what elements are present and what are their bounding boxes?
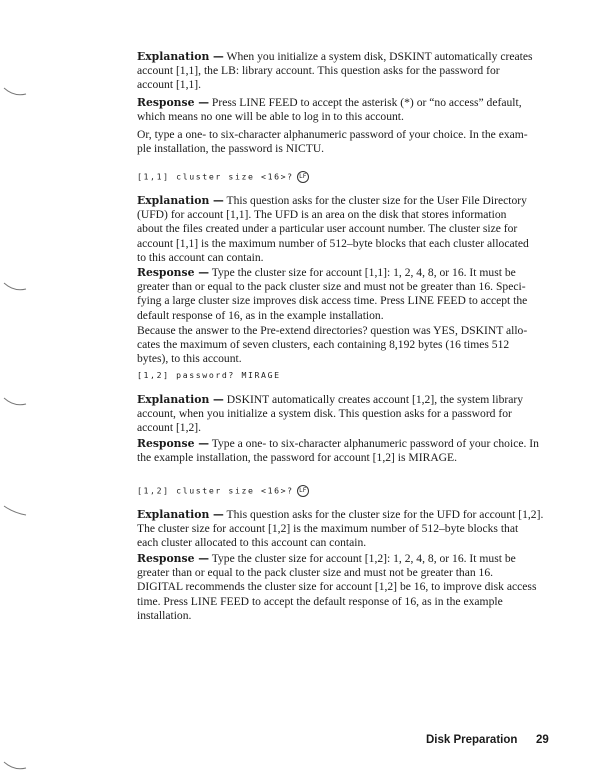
line-text: default response of 16, as in the example installation. bbox=[137, 308, 384, 322]
terminal-prompt bbox=[137, 171, 309, 183]
line-feed-key-icon: LF bbox=[297, 171, 309, 183]
paragraph bbox=[137, 96, 522, 124]
line-text: Because the answer to the Pre-extend directories? question was YES, DSKINT allo- bbox=[137, 324, 528, 337]
paragraph bbox=[137, 194, 529, 265]
text-line bbox=[137, 552, 536, 566]
line-text: the example installation, the password for account [1,2] is MIRAGE. bbox=[137, 451, 458, 465]
text-line bbox=[137, 309, 527, 323]
line-text: ple installation, the password is NICTU. bbox=[137, 142, 325, 156]
paragraph-label: Explanation — bbox=[137, 194, 224, 207]
margin-mark bbox=[0, 759, 30, 773]
text-line bbox=[137, 96, 522, 110]
line-text: Type the cluster size for account [1,1]: 1, 2, 4, 8, or 16. It must be bbox=[209, 266, 516, 279]
text-line bbox=[137, 64, 533, 78]
text-line bbox=[137, 110, 522, 124]
text-line bbox=[137, 566, 536, 580]
line-text: greater than or equal to the pack cluster size and must not be greater than 16. bbox=[137, 566, 494, 580]
text-line bbox=[137, 50, 533, 64]
text-line bbox=[137, 580, 536, 594]
line-text: about the files created under a particular user account number. The cluster size for bbox=[137, 222, 518, 236]
text-line bbox=[137, 393, 523, 407]
text-line bbox=[137, 522, 543, 536]
text-line bbox=[137, 237, 529, 251]
prompt-text: [1,2] password? MIRAGE bbox=[137, 370, 281, 380]
text-line bbox=[137, 437, 539, 451]
line-text: installation. bbox=[137, 608, 192, 622]
paragraph bbox=[137, 393, 523, 436]
paragraph bbox=[137, 508, 543, 551]
prompt-text: [1,1] cluster size <16>? bbox=[137, 171, 294, 182]
line-text: account, when you initialize a system disk. This question asks for a password for bbox=[137, 407, 512, 421]
text-line bbox=[137, 222, 529, 236]
margin-mark bbox=[0, 503, 30, 517]
paragraph-label: Explanation — bbox=[137, 393, 224, 406]
line-text: account [1,2]. bbox=[137, 421, 202, 435]
paragraph bbox=[137, 324, 527, 367]
text-line bbox=[137, 266, 527, 280]
text-line bbox=[137, 294, 527, 308]
line-text: account [1,1]. bbox=[137, 78, 202, 92]
line-text: Or, type a one- to six-character alphanumeric password of your choice. In the exam- bbox=[137, 128, 528, 141]
text-line bbox=[137, 208, 529, 222]
paragraph bbox=[137, 50, 533, 93]
line-text: Type the cluster size for account [1,2]: 1, 2, 4, 8, or 16. It must be bbox=[209, 552, 516, 565]
line-text: fying a large cluster size improves disk access time. Press LINE FEED to accept the bbox=[137, 294, 528, 308]
text-line bbox=[137, 128, 528, 142]
text-line bbox=[137, 609, 536, 623]
paragraph-label: Explanation — bbox=[137, 50, 224, 63]
margin-mark bbox=[0, 85, 30, 99]
text-line bbox=[137, 352, 527, 366]
line-text: cates the maximum of seven clusters, each containing 8,192 bytes (16 times 512 bbox=[137, 338, 510, 352]
text-line bbox=[137, 508, 543, 522]
line-text: to this account can contain. bbox=[137, 250, 264, 264]
footer-section-title: Disk Preparation bbox=[426, 734, 518, 746]
line-text: account [1,1], the LB: library account. This question asks for the password for bbox=[137, 64, 500, 78]
terminal-prompt bbox=[137, 485, 309, 497]
page-number: 29 bbox=[536, 734, 549, 746]
paragraph bbox=[137, 266, 527, 323]
text-line bbox=[137, 142, 528, 156]
line-text: time. Press LINE FEED to accept the default response of 16, as in the example bbox=[137, 594, 503, 608]
line-text: which means no one will be able to log in to this account. bbox=[137, 110, 404, 124]
text-line bbox=[137, 194, 529, 208]
margin-mark bbox=[0, 280, 30, 294]
text-line bbox=[137, 251, 529, 265]
paragraph-label: Explanation — bbox=[137, 508, 224, 521]
text-line bbox=[137, 280, 527, 294]
line-text: Type a one- to six-character alphanumeric password of your choice. In bbox=[209, 437, 539, 450]
line-text: bytes), to this account. bbox=[137, 352, 242, 366]
text-line bbox=[137, 78, 533, 92]
line-text: This question asks for the cluster size for the User File Directory bbox=[223, 194, 527, 207]
line-text: The cluster size for account [1,2] is the maximum number of 512–byte blocks that bbox=[137, 522, 519, 536]
paragraph bbox=[137, 552, 536, 623]
line-text: This question asks for the cluster size for the UFD for account [1,2]. bbox=[223, 508, 544, 521]
paragraph bbox=[137, 128, 528, 156]
text-line bbox=[137, 407, 523, 421]
line-text: When you initialize a system disk, DSKINT automatically creates bbox=[223, 50, 533, 63]
terminal-prompt bbox=[137, 370, 281, 380]
paragraph-label: Response — bbox=[137, 266, 210, 279]
text-line bbox=[137, 536, 543, 550]
text-line bbox=[137, 421, 523, 435]
prompt-text: [1,2] cluster size <16>? bbox=[137, 485, 294, 496]
paragraph-label: Response — bbox=[137, 552, 210, 565]
line-feed-key-icon: LF bbox=[297, 485, 309, 497]
text-line bbox=[137, 338, 527, 352]
paragraph-label: Response — bbox=[137, 437, 210, 450]
text-line bbox=[137, 595, 536, 609]
line-text: greater than or equal to the pack cluster size and must not be greater than 16. Speci- bbox=[137, 280, 526, 294]
text-line bbox=[137, 451, 539, 465]
line-text: each cluster allocated to this account can contain. bbox=[137, 536, 367, 550]
line-text: Press LINE FEED to accept the asterisk (*) or “no access” default, bbox=[209, 96, 522, 109]
line-text: DSKINT automatically creates account [1,2], the system library bbox=[223, 393, 524, 406]
paragraph bbox=[137, 437, 539, 465]
line-text: (UFD) for account [1,1]. The UFD is an area on the disk that stores information bbox=[137, 208, 507, 222]
line-text: DIGITAL recommends the cluster size for account [1,2] be 16, to improve disk access bbox=[137, 580, 537, 594]
margin-mark bbox=[0, 395, 30, 409]
line-text: account [1,1] is the maximum number of 512–byte blocks that each cluster allocated bbox=[137, 236, 529, 250]
text-line bbox=[137, 324, 527, 338]
paragraph-label: Response — bbox=[137, 96, 210, 109]
